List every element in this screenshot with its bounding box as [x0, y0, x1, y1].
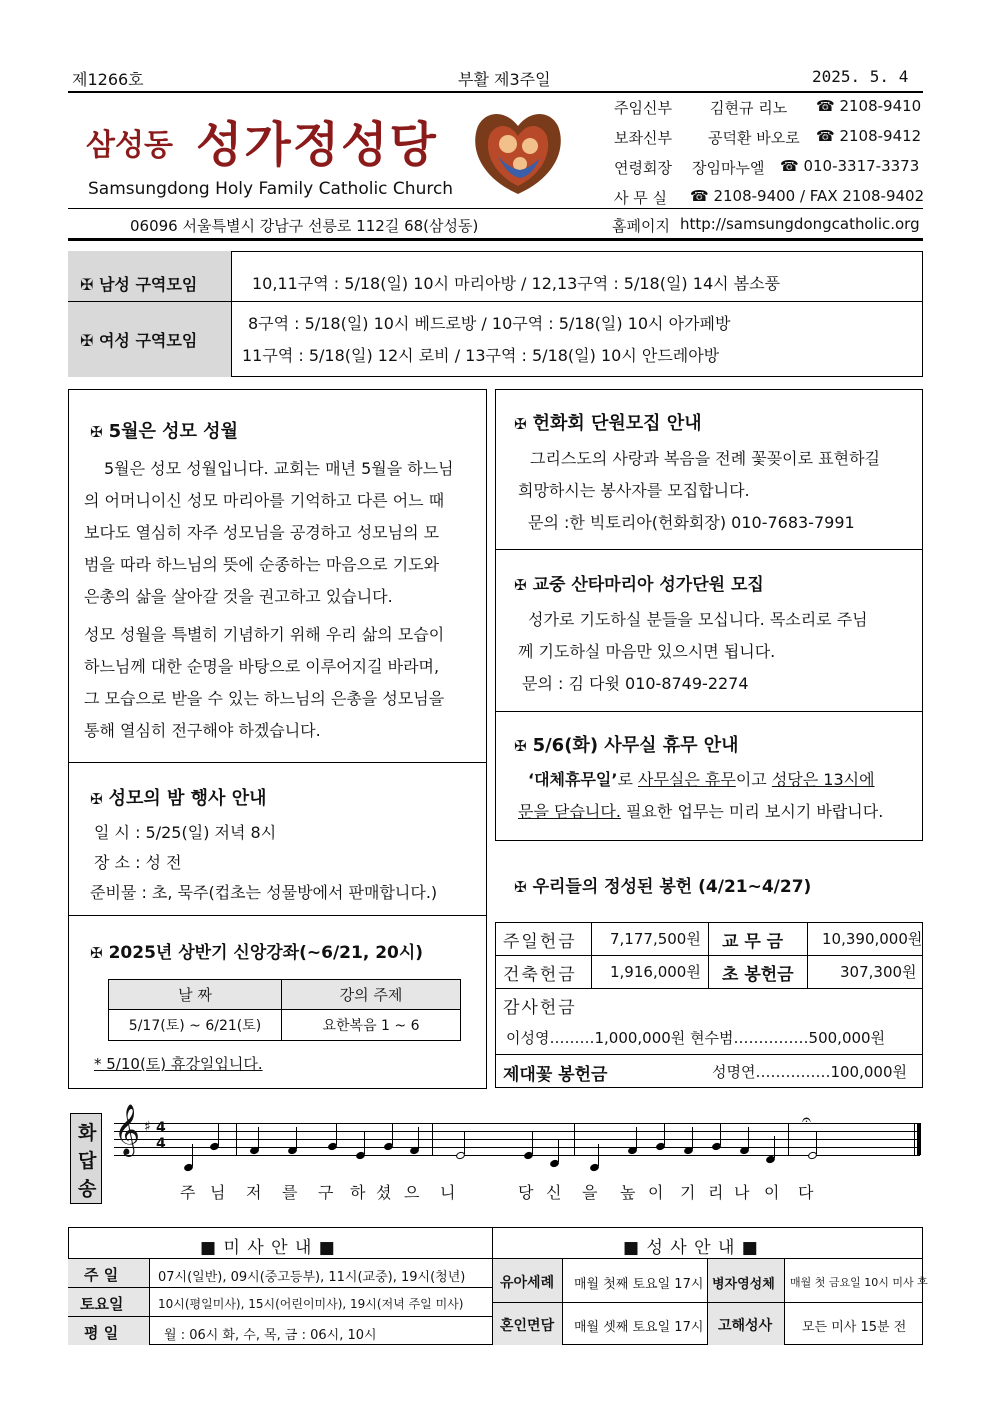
contact-name: 공덕환 바오로: [708, 129, 800, 147]
mass-times: 10시(평일미사), 15시(어린이미사), 19시(저녁 주일 미사): [158, 1297, 464, 1311]
confession-label: 고해성사: [718, 1318, 773, 1334]
paragraph-line: 5월은 성모 성월입니다. 교회는 매년 5월을 하느님: [104, 459, 454, 478]
parish-english-name: Samsungdong Holy Family Catholic Church: [88, 179, 454, 199]
cross-icon: ✠: [90, 423, 103, 441]
contact-phone: ☎ 2108-9410: [816, 97, 922, 115]
note-stem: [816, 1132, 817, 1154]
marriage-value: 매월 셋째 토요일 17시: [574, 1320, 704, 1335]
note-stem: [258, 1127, 259, 1149]
female-district-schedule: 11구역 : 5/18(일) 12시 로비 / 13구역 : 5/18(일) 10시 안드레아방: [242, 346, 720, 365]
lecture-note: * 5/10(토) 휴강일입니다.: [94, 1055, 263, 1073]
staff-line: [114, 1155, 920, 1156]
divider: [591, 922, 592, 988]
lyric-syllable: 을: [582, 1183, 599, 1202]
education-offering-label: 교 무 금: [722, 932, 784, 952]
divider: [68, 762, 487, 763]
sunday-offering-label: 주일헌금: [503, 932, 577, 952]
barline: [788, 1123, 789, 1155]
homepage-label: 홈페이지: [612, 217, 670, 235]
holy-family-logo: [468, 106, 568, 198]
paragraph-line: 보다도 열심히 자주 성모님을 공경하고 성모님의 모: [84, 523, 440, 542]
paragraph-line: 통해 열심히 전구해야 하겠습니다.: [84, 721, 321, 740]
divider: [495, 711, 923, 712]
lyric-syllable: 다: [798, 1183, 815, 1202]
parish-name: 성가정성당: [196, 117, 438, 173]
note-stem: [364, 1132, 365, 1154]
paragraph-line: 희망하시는 봉사자를 모집합니다.: [518, 481, 750, 500]
office-notice: 문을 닫습니다. 필요한 업무는 미리 보시기 바랍니다.: [518, 802, 884, 821]
contact-role: 주임신부: [614, 99, 672, 117]
divider: [495, 988, 923, 989]
hymn-label: 송: [78, 1178, 97, 1200]
divider: [495, 549, 923, 550]
note-stem: [532, 1132, 533, 1154]
final-barline: [917, 1123, 921, 1155]
mary-night-title: ✠ 성모의 밤 행사 안내: [90, 788, 267, 809]
sunday-offering-value: 7,177,500원: [610, 930, 701, 948]
sacrament-title: ■ 성 사 안 내 ■: [623, 1238, 759, 1258]
paragraph-line: 께 기도하실 마음만 있으시면 됩니다.: [518, 642, 776, 661]
lyric-syllable: 이: [648, 1183, 665, 1202]
treble-clef-icon: 𝄞: [114, 1104, 141, 1155]
note-stem: [720, 1123, 721, 1145]
building-offering-label: 건축헌금: [503, 965, 577, 985]
lyric-syllable: 기: [680, 1183, 697, 1202]
hymn-label: 화: [78, 1122, 97, 1144]
parish-prefix: 삼성동: [86, 128, 173, 163]
infant-baptism-value: 매월 첫째 토요일 17시: [574, 1277, 704, 1292]
lyric-syllable: 으: [404, 1183, 421, 1202]
male-district-label: ✠ 남성 구역모임: [80, 275, 198, 294]
divider: [495, 1054, 923, 1055]
issue-number: 제1266호: [72, 70, 144, 89]
staff-line: [114, 1131, 920, 1132]
lecture-table: [108, 979, 461, 1041]
paragraph-line: 하느님께 대한 순명을 바탕으로 이루어지길 바라며,: [84, 657, 440, 676]
note-stem: [598, 1144, 599, 1166]
confession-value: 모든 미사 15분 전: [802, 1320, 907, 1335]
divider: [708, 922, 709, 988]
note-stem: [464, 1132, 465, 1154]
infant-baptism-label: 유아세례: [500, 1275, 555, 1291]
contact-name: 김현규 리노: [710, 99, 788, 117]
lyric-syllable: 를: [282, 1183, 299, 1202]
thanks-offering-detail: 이성영………1,000,000원 현수범……………500,000원: [506, 1029, 886, 1047]
contact-phone: ☎ 2108-9400 / FAX 2108-9402: [690, 187, 925, 205]
divider: [493, 1302, 923, 1303]
header-rule: [68, 91, 923, 93]
note-stem: [774, 1136, 775, 1158]
mass-times: 월 : 06시 화, 수, 목, 금 : 06시, 10시: [164, 1328, 377, 1343]
lyric-syllable: 님: [210, 1183, 227, 1202]
cross-icon: ✠: [514, 576, 527, 594]
divider: [495, 955, 923, 956]
contact-role: 보좌신부: [614, 129, 672, 147]
contact-phone: ☎ 010-3317-3373: [780, 157, 920, 175]
mary-month-title: ✠ 5월은 성모 성월: [90, 421, 238, 442]
lyric-syllable: 이: [764, 1183, 781, 1202]
mass-title: ■ 미 사 안 내 ■: [200, 1238, 336, 1258]
paragraph-line: 성모 성월을 특별히 기념하기 위해 우리 삶의 모습이: [84, 625, 445, 644]
lyric-syllable: 구: [318, 1183, 335, 1202]
barline: [236, 1123, 237, 1155]
cross-icon: ✠: [90, 790, 103, 808]
altar-flower-detail: 성명연……………100,000원: [712, 1063, 907, 1081]
header-rule: [68, 208, 923, 209]
lyric-syllable: 니: [440, 1183, 457, 1202]
mass-day: 토요일: [80, 1295, 124, 1313]
lyric-syllable: 나: [734, 1183, 751, 1202]
sick-communion-value: 매월 첫 금요일 10시 미사 후: [790, 1276, 928, 1289]
divider: [807, 922, 808, 988]
paragraph-line: 성가로 기도하실 분들을 모십니다. 목소리로 주님: [528, 610, 868, 629]
lecture-topic: 요한복음 1 ~ 6: [282, 1010, 461, 1041]
lyric-syllable: 신: [546, 1183, 563, 1202]
event-detail: 장 소 : 성 전: [94, 853, 182, 872]
contact-role: 사 무 실: [614, 189, 668, 207]
paragraph-line: 그 모습으로 받을 수 있는 하느님의 은총을 성모님을: [84, 689, 445, 708]
cross-icon: ✠: [90, 944, 103, 962]
note-stem: [392, 1123, 393, 1145]
cross-icon: ✠: [514, 415, 527, 433]
barline: [432, 1123, 433, 1155]
liturgical-week: 부활 제3주일: [458, 70, 551, 89]
parish-address: 06096 서울특별시 강남구 선릉로 112길 68(삼성동): [130, 217, 479, 235]
divider: [68, 1316, 492, 1317]
candle-offering-label: 초 봉헌금: [722, 965, 794, 985]
contact-role: 연령회장: [614, 159, 672, 177]
male-district-schedule: 10,11구역 : 5/18(일) 10시 마리아방 / 12,13구역 : 5/18(일) 14시 봄소풍: [252, 274, 781, 293]
lecture-header-date: 날 짜: [109, 980, 282, 1010]
note-stem: [664, 1123, 665, 1145]
divider: [68, 1287, 492, 1288]
education-offering-value: 10,390,000원: [822, 930, 923, 948]
note-stem: [336, 1123, 337, 1145]
staff-line: [114, 1123, 920, 1124]
note-stem: [748, 1127, 749, 1149]
contact-phone: ☎ 2108-9412: [816, 127, 922, 145]
choir-title: ✠ 교중 산타마리아 성가단원 모집: [514, 575, 764, 595]
sick-communion-label: 병자영성체: [712, 1277, 775, 1292]
header-rule: [68, 238, 923, 241]
note-stem: [192, 1144, 193, 1166]
note-stem: [218, 1123, 219, 1145]
contact-info: 문의 :한 빅토리아(헌화회장) 010-7683-7991: [528, 513, 855, 532]
sharp-icon: ♯: [144, 1119, 151, 1135]
thanks-offering-label: 감사헌금: [503, 998, 577, 1018]
lyric-syllable: 주: [180, 1183, 197, 1202]
hymn-label: 답: [78, 1150, 97, 1172]
fermata-icon: 𝄐: [802, 1110, 811, 1129]
contact-name: 장임마누엘: [692, 159, 765, 177]
note-stem: [296, 1127, 297, 1149]
event-detail: 일 시 : 5/25(일) 저녁 8시: [94, 823, 277, 842]
staff-line: [114, 1147, 920, 1148]
cross-icon: ✠: [514, 878, 527, 896]
female-district-schedule: 8구역 : 5/18(일) 10시 베드로방 / 10구역 : 5/18(일) 10시 아가페방: [248, 314, 731, 333]
paragraph-line: 그리스도의 사랑과 복음을 전례 꽃꽂이로 표현하길: [530, 449, 881, 468]
lecture-date: 5/17(토) ~ 6/21(토): [109, 1010, 282, 1041]
contact-info: 문의 : 김 다윗 010-8749-2274: [522, 674, 749, 693]
issue-date: 2025. 5. 4: [812, 67, 909, 86]
paragraph-line: 범을 따라 하느님의 뜻에 순종하는 마음으로 기도와: [84, 555, 440, 574]
lecture-title: ✠ 2025년 상반기 신앙강좌(~6/21, 20시): [90, 943, 424, 963]
note-stem: [558, 1140, 559, 1162]
lyric-syllable: 리: [708, 1183, 725, 1202]
district-label-column: [68, 251, 232, 377]
divider: [68, 301, 923, 302]
staff-line: [114, 1139, 920, 1140]
homepage-link[interactable]: http://samsungdongcatholic.org: [680, 215, 920, 233]
office-notice: ‘대체휴무일’로 사무실은 휴무이고 성당은 13시에: [528, 770, 875, 789]
time-signature-icon: 4 4: [156, 1120, 166, 1152]
note-stem: [418, 1127, 419, 1149]
lyric-syllable: 당: [518, 1183, 535, 1202]
office-title: ✠ 5/6(화) 사무실 휴무 안내: [514, 735, 739, 756]
offering-title: ✠ 우리들의 정성된 봉헌 (4/21~4/27): [514, 877, 812, 897]
mass-day: 주 일: [84, 1266, 119, 1284]
note-stem: [636, 1127, 637, 1149]
cross-icon: ✠: [514, 737, 527, 755]
lyric-syllable: 셨: [376, 1183, 393, 1202]
barline: [574, 1123, 575, 1155]
lyric-syllable: 하: [350, 1183, 367, 1202]
event-detail: 준비물 : 초, 묵주(컵초는 성물방에서 판매합니다.): [90, 883, 438, 902]
building-offering-value: 1,916,000원: [610, 963, 701, 981]
divider: [68, 915, 487, 916]
flower-title: ✠ 헌화회 단원모집 안내: [514, 413, 702, 434]
female-district-label: ✠ 여성 구역모임: [80, 331, 198, 350]
lyric-syllable: 높: [620, 1183, 637, 1202]
paragraph-line: 은총의 삶을 살아갈 것을 권고하고 있습니다.: [84, 587, 393, 606]
altar-flower-label: 제대꽃 봉헌금: [503, 1065, 608, 1085]
mass-times: 07시(일반), 09시(중고등부), 11시(교중), 19시(청년): [158, 1270, 466, 1285]
paragraph-line: 의 어머니이신 성모 마리아를 기억하고 다른 어느 때: [84, 491, 445, 510]
barline: [914, 1123, 915, 1155]
candle-offering-value: 307,300원: [840, 963, 917, 981]
lyric-syllable: 저: [246, 1183, 263, 1202]
note-stem: [692, 1127, 693, 1149]
marriage-label: 혼인면담: [500, 1318, 555, 1334]
mass-day: 평 일: [84, 1324, 119, 1342]
lecture-header-topic: 강의 주제: [282, 980, 461, 1010]
